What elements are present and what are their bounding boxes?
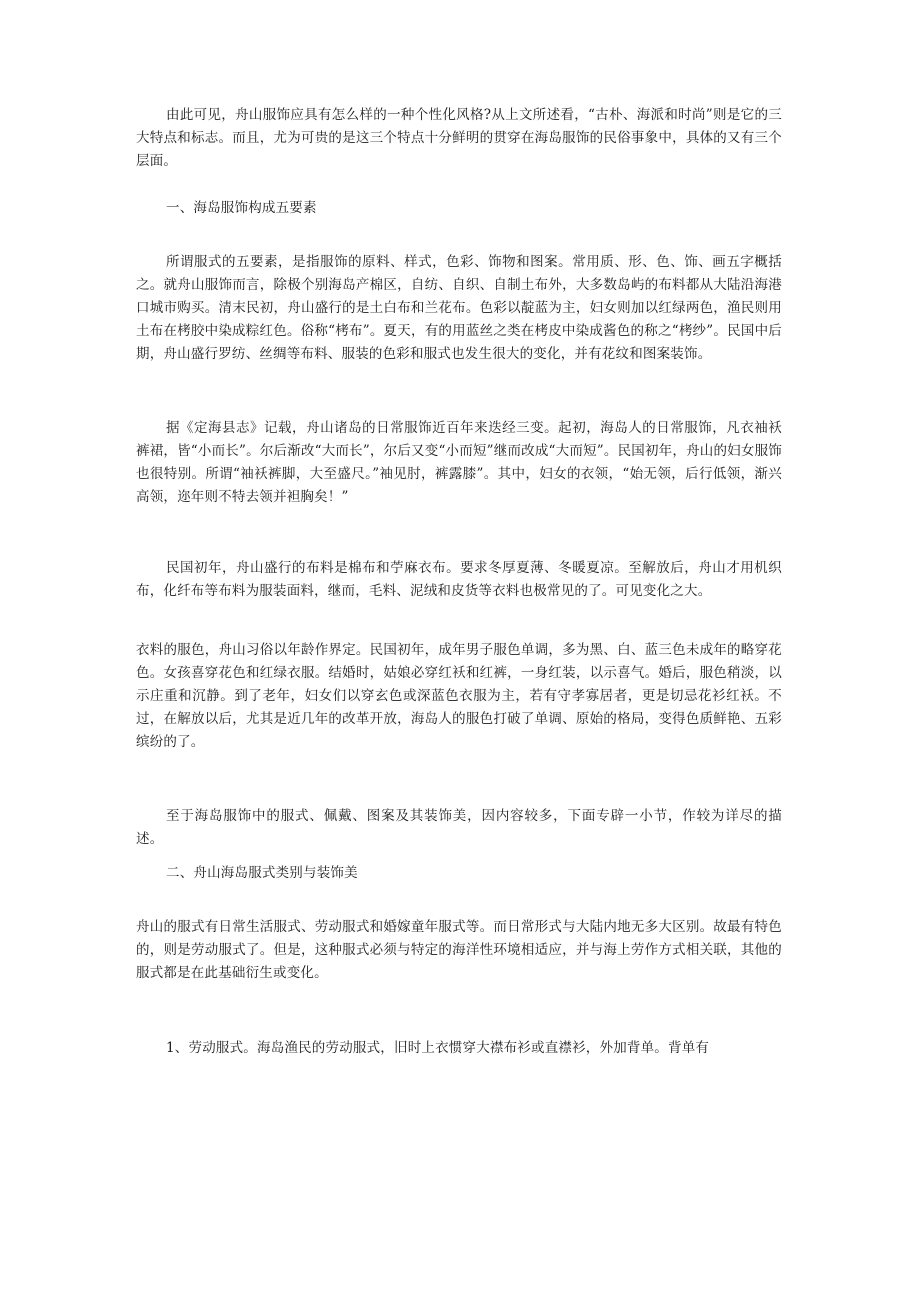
paragraph-dinghai-records: 据《定海县志》记载，舟山诸岛的日常服饰近百年来迭经三变。起初，海岛人的日常服饰，凡衣袖袄裤裙，皆“小而长”。尔后渐改“大而长”，尔后又变“小而短”继而改成“大而短”。民国初年，舟山的妇女服饰也很特别。所谓“袖袄裤脚，大至盛尺。”袖见肘，裤露膝”。其中，妇女的衣领，“始无领，后行低领，渐兴高领，迩年则不特去领并袒胸矣！”	[136, 420, 782, 505]
paragraph-fabrics: 民国初年，舟山盛行的布料是棉布和苧麻衣布。要求冬厚夏薄、冬暖夏凉。至解放后，舟山才用机织布，化纤布等布料为服装面料，继而，毛料、泥绒和皮货等衣料也极常见的了。可见变化之大。	[136, 560, 782, 599]
section-heading-1: 一、海岛服饰构成五要素	[166, 200, 317, 216]
paragraph-garment-types: 舟山的服式有日常生活服式、劳动服式和婚嫁童年服式等。而日常形式与大陆内地无多大区别。故最有特色的，则是劳动服式了。但是，这种服式必须与特定的海洋性环境相适应，并与海上劳作方式相关联，其他的服式都是在此基础衍生或变化。	[136, 919, 782, 981]
intro-paragraph: 由此可见，舟山服饰应具有怎么样的一种个性化风格?从上文所述看，“古朴、海派和时尚”则是它的三大特点和标志。而且，尤为可贵的是这三个特点十分鲜明的贯穿在海岛服饰的民俗事象中，具体的又有三个层面。	[136, 107, 782, 169]
paragraph-five-elements: 所谓服式的五要素，是指服饰的原料、样式，色彩、饰物和图案。常用质、形、色、饰、画五字概括之。就舟山服饰而言，除极个别海岛产棉区，自纺、自织、自制土布外，大多数岛屿的布料都从大陆沿海港口城市购买。清末民初，舟山盛行的是土白布和兰花布。色彩以靛蓝为主，妇女则加以红绿两色，渔民则用土布在栲胶中染成粽红色。俗称“栲布”。夏天，有的用蓝丝之类在栲皮中染成酱色的称之“栲纱”。民国中后期，舟山盛行罗纺、丝绸等布料、服装的色彩和服式也发生很大的变化，并有花纹和图案装饰。	[136, 254, 782, 362]
paragraph-work-clothes: 1、劳动服式。海岛渔民的劳动服式，旧时上衣惯穿大襟布衫或直襟衫，外加背单。背单有	[166, 1040, 710, 1056]
paragraph-colors: 衣料的服色，舟山习俗以年龄作界定。民国初年，成年男子服色单调，多为黑、白、蓝三色未成年的略穿花色。女孩喜穿花色和红绿衣服。结婚时，姑娘必穿红袄和红裤，一身红装，以示喜气。婚后，服色稍淡，以示庄重和沉静。到了老年，妇女们以穿玄色或深蓝色衣服为主，若有守孝寡居者，更是切忌花衫红袄。不过，在解放以后，尤其是近几年的改革开放，海岛人的服色打破了单调、原始的格局，变得色质鲜艳、五彩缤纷的了。	[136, 642, 782, 750]
section-heading-2: 二、舟山海岛服式类别与装饰美	[166, 865, 358, 881]
paragraph-transition: 至于海岛服饰中的服式、佩戴、图案及其装饰美，因内容较多，下面专辟一小节，作较为详尽的描述。	[136, 808, 782, 847]
